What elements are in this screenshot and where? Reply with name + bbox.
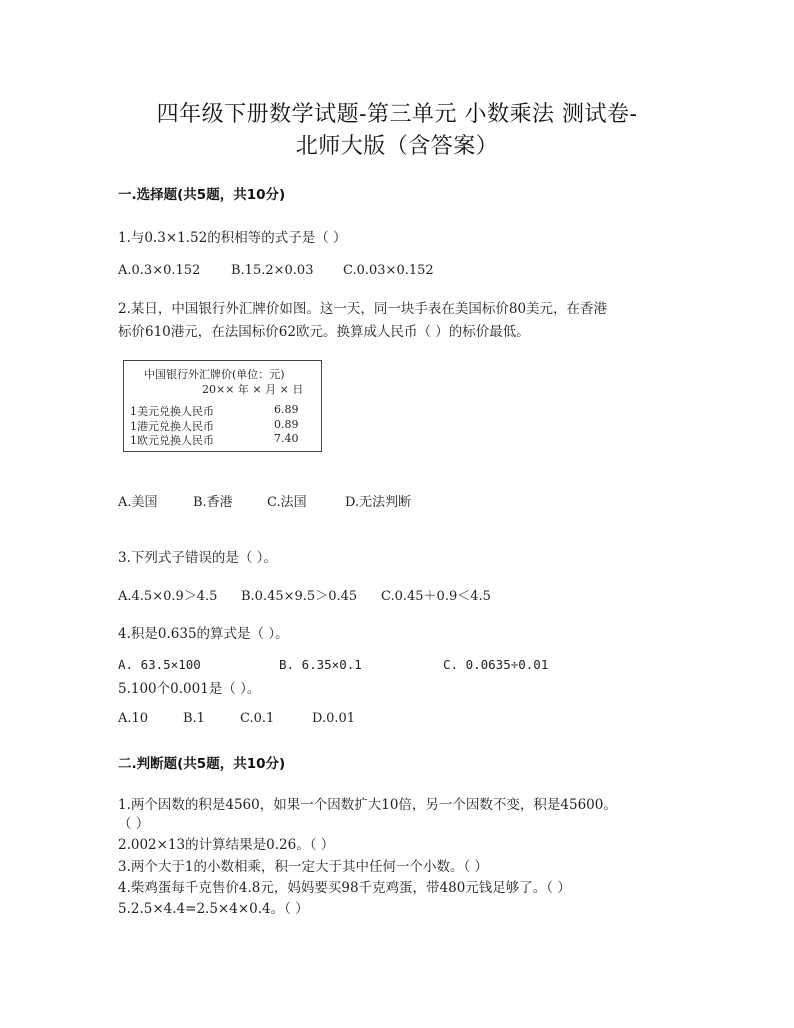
page-title-line2: 北师大版（含答案） (295, 134, 499, 159)
judgement-item-3: 3.两个大于1的小数相乘，积一定大于其中任何一个小数。（ ） (118, 859, 489, 875)
judgement-item-4: 4.柴鸡蛋每千克售价4.8元，妈妈要买98千克鸡蛋，带480元钱足够了。（ ） (118, 880, 571, 896)
exchange-table-date: 20×× 年 × 月 × 日 (202, 383, 304, 396)
q5-option-d: D.0.01 (312, 711, 356, 726)
exchange-rate-table (123, 360, 322, 452)
q3-option-a: A.4.5×0.9＞4.5 (118, 589, 218, 604)
q4-option-b: B. 6.35×0.1 (279, 657, 362, 672)
q2-option-d: D.无法判断 (345, 495, 412, 510)
question-1: 1.与0.3×1.52的积相等的式子是（ ） (118, 230, 347, 246)
question-2-line2: 标价610港元，在法国标价62欧元。换算成人民币（ ）的标价最低。 (118, 324, 530, 340)
question-4: 4.积是0.635的算式是（ ）。 (118, 626, 289, 642)
exchange-row-value: 6.89 (274, 403, 299, 416)
exchange-row-value: 0.89 (274, 418, 299, 431)
question-3: 3.下列式子错误的是（ ）。 (118, 550, 277, 566)
question-5: 5.100个0.001是（ ）。 (118, 681, 261, 697)
judgement-item-2: 2.002×13的计算结果是0.26。（ ） (118, 837, 335, 853)
q1-option-c: C.0.03×0.152 (343, 263, 434, 278)
exchange-row (130, 418, 310, 432)
q1-option-b: B.15.2×0.03 (231, 263, 314, 278)
exchange-row-value: 7.40 (274, 432, 299, 445)
section-heading-choice: 一.选择题(共5题，共10分) (118, 187, 286, 203)
q5-option-a: A.10 (118, 711, 149, 726)
q5-option-c: C.0.1 (240, 711, 275, 726)
page-title-line1: 四年级下册数学试题-第三单元 小数乘法 测试卷- (156, 102, 638, 127)
q2-option-a: A.美国 (118, 495, 158, 510)
judgement-item-5: 5.2.5×4.4=2.5×4×0.4。（ ） (118, 901, 309, 917)
question-2-line1: 2.某日，中国银行外汇牌价如图。这一天，同一块手表在美国标价80美元，在香港 (118, 301, 608, 317)
q3-option-c: C.0.45＋0.9＜4.5 (381, 589, 491, 604)
q1-option-a: A.0.3×0.152 (118, 263, 201, 278)
q5-option-b: B.1 (183, 711, 205, 726)
exchange-row (130, 403, 310, 417)
section-heading-judgement: 二.判断题(共5题，共10分) (118, 756, 286, 772)
judgement-item-1-bracket: （ ） (118, 816, 150, 832)
exchange-row-label: 1港元兑换人民币 (130, 420, 214, 433)
judgement-item-1: 1.两个因数的积是4560，如果一个因数扩大10倍，另一个因数不变，积是45600。 (118, 797, 617, 813)
q3-option-b: B.0.45×9.5＞0.45 (241, 589, 358, 604)
exchange-row-label: 1美元兑换人民币 (130, 405, 214, 418)
q2-option-c: C.法国 (267, 495, 307, 510)
exchange-table-caption: 中国银行外汇牌价(单位：元) (144, 368, 285, 381)
q4-option-c: C. 0.0635÷0.01 (443, 657, 549, 672)
q2-option-b: B.香港 (193, 495, 233, 510)
exchange-row-label: 1欧元兑换人民币 (130, 434, 214, 447)
exchange-row (130, 432, 310, 446)
q4-option-a: A. 63.5×100 (118, 657, 201, 672)
